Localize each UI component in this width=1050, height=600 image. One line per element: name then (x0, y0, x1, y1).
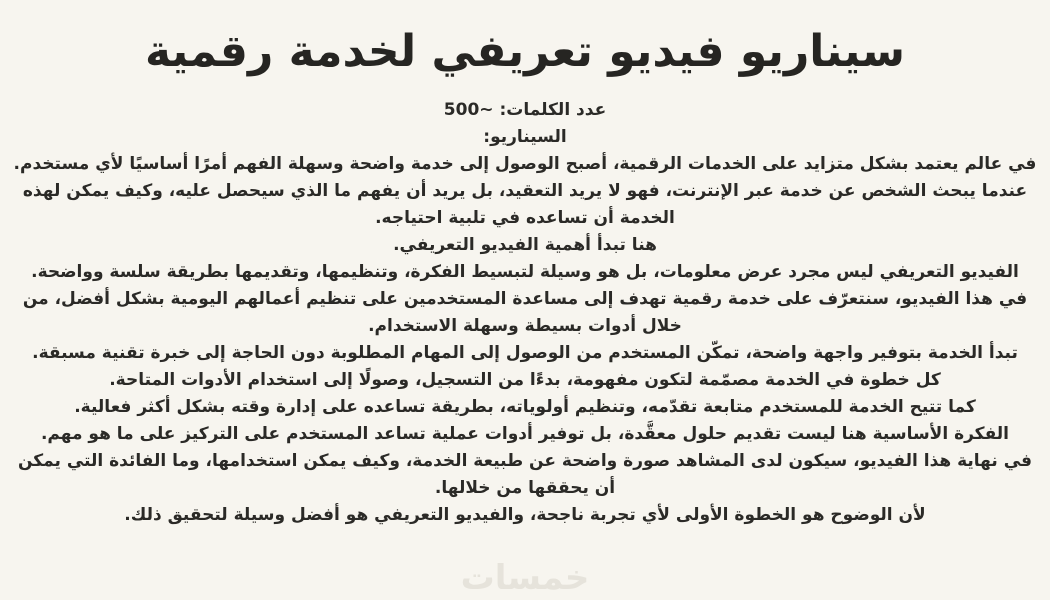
paragraph-line: في هذا الفيديو، سنتعرّف على خدمة رقمية تهدف إلى مساعدة المستخدمين على تنظيم أعمالهم اليومية بشكل أفضل، من خلال أدوات بسيطة وسهلة الاستخدام. (22, 289, 1028, 337)
paragraph-line: هنا تبدأ أهمية الفيديو التعريفي. (393, 235, 657, 256)
paragraph-line: في نهاية هذا الفيديو، سيكون لدى المشاهد صورة واضحة عن طبيعة الخدمة، وكيف يمكن استخدامها، وما الفائدة التي يمكن أن يحققها من خلالها. (17, 451, 1033, 499)
paragraph-line: الفيديو التعريفي ليس مجرد عرض معلومات، بل هو وسيلة لتبسيط الفكرة، وتنظيمها، وتقديمها بطريقة سلسة وواضحة. (31, 262, 1019, 283)
paragraph-line: لأن الوضوح هو الخطوة الأولى لأي تجربة ناجحة، والفيديو التعريفي هو أفضل وسيلة لتحقيق ذلك. (124, 505, 926, 526)
paragraph-line: في عالم يعتمد بشكل متزايد على الخدمات الرقمية، أصبح الوصول إلى خدمة واضحة وسهلة الفهم أمرًا أساسيًا لأي مستخدم. (13, 154, 1037, 175)
document-title: سيناريو فيديو تعريفي لخدمة رقمية (144, 26, 905, 77)
khamsat-watermark: خمسات (460, 558, 590, 598)
document-body (5, 97, 1045, 529)
paragraph-line: تبدأ الخدمة بتوفير واجهة واضحة، تمكّن المستخدم من الوصول إلى المهام المطلوبة دون الحاجة إلى خبرة تقنية مسبقة. (32, 343, 1018, 364)
paragraph-line: الفكرة الأساسية هنا ليست تقديم حلول معقَّدة، بل توفير أدوات عملية تساعد المستخدم على التركيز على ما هو مهم. (40, 424, 1010, 445)
scenario-label: السيناريو: (483, 127, 567, 148)
word-count-line: عدد الكلمات: ~500 (443, 100, 607, 121)
paragraph-line: كل خطوة في الخدمة مصمّمة لتكون مفهومة، بدءًا من التسجيل، وصولًا إلى استخدام الأدوات المتاحة. (109, 370, 941, 391)
paragraph-line: كما تتيح الخدمة للمستخدم متابعة تقدّمه، وتنظيم أولوياته، بطريقة تساعده على إدارة وقته بشكل أكثر فعالية. (74, 397, 976, 418)
paragraph-line: عندما يبحث الشخص عن خدمة عبر الإنترنت، فهو لا يريد التعقيد، بل يريد أن يفهم ما الذي سيحصل عليه، وكيف يمكن لهذه الخدمة أن تساعده في تلبية احتياجه. (22, 181, 1028, 229)
